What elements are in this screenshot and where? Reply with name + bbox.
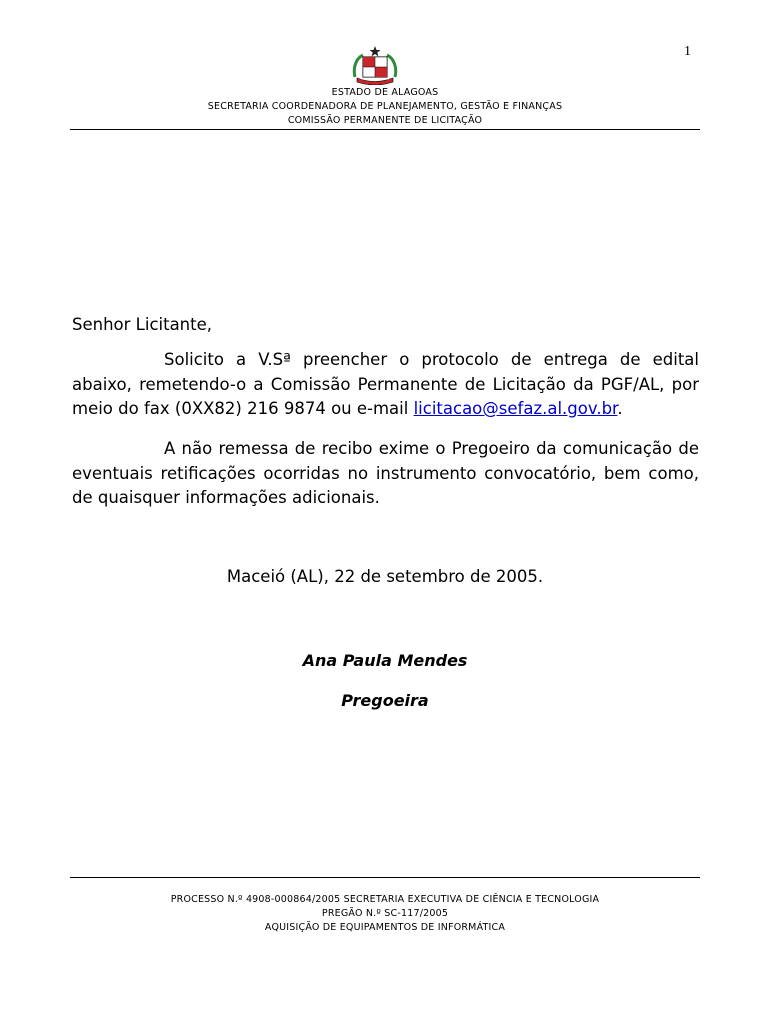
footer-process: PROCESSO N.º 4908-000864/2005 SECRETARIA EXECUTIVA DE CIÊNCIA E TECNOLOGIA <box>170 894 600 905</box>
email-link[interactable]: licitacao@sefaz.al.gov.br <box>413 399 618 418</box>
header-state: ESTADO DE ALAGOAS <box>331 87 439 98</box>
header-commission: COMISSÃO PERMANENTE DE LICITAÇÃO <box>287 115 483 126</box>
header-secretariat: SECRETARIA COORDENADORA DE PLANEJAMENTO, GESTÃO E FINANÇAS <box>207 101 563 112</box>
paragraph-request-end: . <box>617 399 623 418</box>
footer-divider <box>70 877 700 878</box>
footer-pregao: PREGÃO N.º SC-117/2005 <box>321 908 449 919</box>
state-coat-of-arms-icon <box>351 45 399 85</box>
salutation: Senhor Licitante, <box>72 315 213 334</box>
footer-subject: AQUISIÇÃO DE EQUIPAMENTOS DE INFORMÁTICA <box>264 922 506 933</box>
paragraph-notice-text: A não remessa de recibo exime o Pregoeiro da comunicação de eventuais retificações ocorridas no instrumento convocatório, bem como, de quaisquer informações adicionais. <box>72 439 699 507</box>
paragraph-request <box>72 348 699 422</box>
paragraph-request-text: Solicito a V.Sª preencher o protocolo de entrega de edital abaixo, remetendo-o a Comissão Permanente de Licitação da PGF/AL, por meio do fax (0XX82) 216 9874 ou e-mail <box>72 350 699 418</box>
page-number: 1 <box>684 44 691 59</box>
signer-name: Ana Paula Mendes <box>302 651 468 670</box>
paragraph-notice <box>72 437 699 511</box>
header-divider <box>70 129 700 130</box>
date-line: Maceió (AL), 22 de setembro de 2005. <box>226 567 544 586</box>
signer-title: Pregoeira <box>341 691 429 710</box>
